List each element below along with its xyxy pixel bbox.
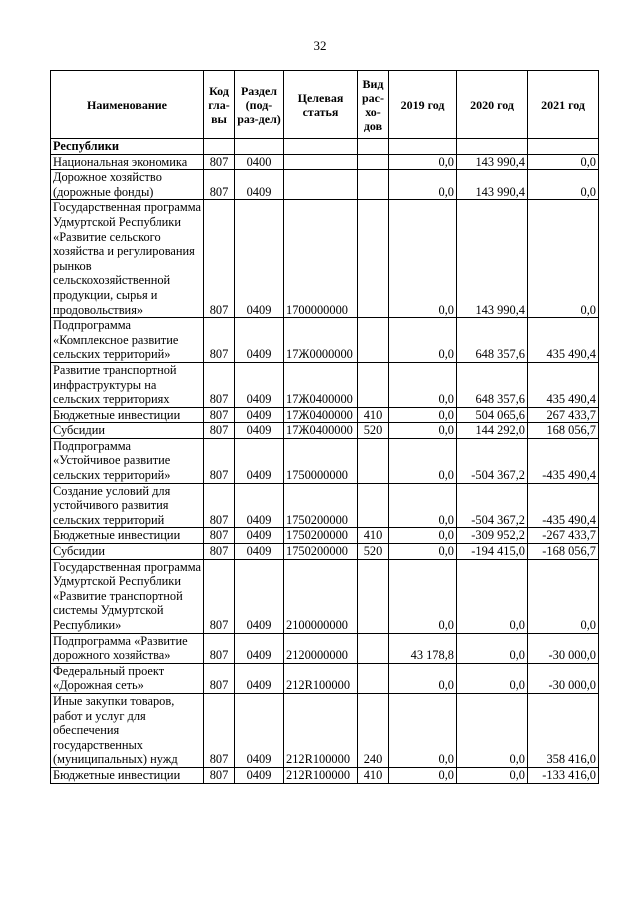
cell-target: 2100000000 (284, 559, 358, 633)
cell-2021: -168 056,7 (528, 544, 599, 560)
cell-chapter-code: 807 (204, 559, 235, 633)
table-row (51, 633, 599, 663)
cell-2019: 0,0 (389, 407, 457, 423)
table-row (51, 139, 599, 155)
cell-2020: -194 415,0 (457, 544, 528, 560)
cell-2019: 0,0 (389, 544, 457, 560)
cell-expense (358, 559, 389, 633)
cell-2020: 0,0 (457, 663, 528, 693)
cell-2020: 648 357,6 (457, 318, 528, 363)
cell-2020: 0,0 (457, 559, 528, 633)
cell-expense (358, 170, 389, 200)
cell-2019: 0,0 (389, 528, 457, 544)
cell-section: 0409 (235, 170, 284, 200)
cell-name: Национальная экономика (51, 154, 204, 170)
cell-2020: 143 990,4 (457, 170, 528, 200)
cell-name: Подпрограмма «Развитие дорожного хозяйства» (51, 633, 204, 663)
table-header-row (51, 71, 599, 139)
cell-expense (358, 139, 389, 155)
cell-section: 0409 (235, 423, 284, 439)
cell-2019: 0,0 (389, 318, 457, 363)
cell-expense (358, 154, 389, 170)
cell-2020: 0,0 (457, 693, 528, 767)
cell-target: 17Ж0400000 (284, 423, 358, 439)
cell-2021: 0,0 (528, 559, 599, 633)
cell-name: Иные закупки товаров, работ и услуг для обеспечения государственных (муниципальных) нужд (51, 693, 204, 767)
cell-name: Подпрограмма «Устойчивое развитие сельских территорий» (51, 438, 204, 483)
cell-name: Субсидии (51, 544, 204, 560)
cell-name: Развитие транспортной инфраструктуры на сельских территориях (51, 362, 204, 407)
cell-2021: -30 000,0 (528, 633, 599, 663)
cell-target: 212R100000 (284, 663, 358, 693)
cell-chapter-code: 807 (204, 483, 235, 528)
table-row (51, 767, 599, 783)
cell-2021: -435 490,4 (528, 438, 599, 483)
cell-section: 0409 (235, 362, 284, 407)
cell-chapter-code: 807 (204, 154, 235, 170)
cell-name: Республики (51, 139, 204, 155)
table-row (51, 483, 599, 528)
cell-expense: 410 (358, 767, 389, 783)
cell-2021: 168 056,7 (528, 423, 599, 439)
header-section: Раздел (под-раз-дел) (235, 71, 284, 139)
cell-2019: 0,0 (389, 200, 457, 318)
cell-section: 0409 (235, 407, 284, 423)
cell-section: 0409 (235, 200, 284, 318)
cell-target: 17Ж0400000 (284, 362, 358, 407)
cell-2021: 435 490,4 (528, 362, 599, 407)
cell-2019: 0,0 (389, 423, 457, 439)
cell-chapter-code: 807 (204, 438, 235, 483)
cell-name: Государственная программа Удмуртской Республики «Развитие транспортной системы Удмуртской Республики» (51, 559, 204, 633)
cell-name: Бюджетные инвестиции (51, 767, 204, 783)
table-row (51, 693, 599, 767)
cell-name: Федеральный проект «Дорожная сеть» (51, 663, 204, 693)
cell-2020: 0,0 (457, 633, 528, 663)
cell-2019: 0,0 (389, 767, 457, 783)
cell-chapter-code (204, 139, 235, 155)
cell-section: 0409 (235, 544, 284, 560)
cell-2021: -267 433,7 (528, 528, 599, 544)
cell-target: 212R100000 (284, 767, 358, 783)
cell-2021: -30 000,0 (528, 663, 599, 693)
table-row (51, 362, 599, 407)
cell-section: 0409 (235, 559, 284, 633)
cell-2021 (528, 139, 599, 155)
cell-2019: 43 178,8 (389, 633, 457, 663)
table-row (51, 528, 599, 544)
cell-2020 (457, 139, 528, 155)
cell-2020: 143 990,4 (457, 154, 528, 170)
cell-2019: 0,0 (389, 362, 457, 407)
cell-chapter-code: 807 (204, 693, 235, 767)
cell-section: 0409 (235, 318, 284, 363)
header-expense: Вид рас-хо-дов (358, 71, 389, 139)
cell-chapter-code: 807 (204, 663, 235, 693)
table-row (51, 200, 599, 318)
cell-section: 0409 (235, 633, 284, 663)
cell-section: 0409 (235, 663, 284, 693)
page-number: 32 (313, 38, 327, 53)
budget-table (50, 70, 599, 784)
cell-chapter-code: 807 (204, 407, 235, 423)
table-row (51, 559, 599, 633)
cell-2021: 0,0 (528, 200, 599, 318)
header-chapter: Код гла-вы (204, 71, 235, 139)
cell-name: Дорожное хозяйство (дорожные фонды) (51, 170, 204, 200)
cell-2019: 0,0 (389, 438, 457, 483)
cell-chapter-code: 807 (204, 318, 235, 363)
cell-target: 212R100000 (284, 693, 358, 767)
cell-expense (358, 318, 389, 363)
cell-2021: 0,0 (528, 170, 599, 200)
cell-target: 1750200000 (284, 483, 358, 528)
cell-chapter-code: 807 (204, 170, 235, 200)
cell-expense (358, 483, 389, 528)
table-row (51, 423, 599, 439)
cell-expense (358, 438, 389, 483)
cell-section: 0409 (235, 483, 284, 528)
cell-2021: 358 416,0 (528, 693, 599, 767)
cell-2021: 267 433,7 (528, 407, 599, 423)
cell-target: 1750000000 (284, 438, 358, 483)
cell-2019: 0,0 (389, 559, 457, 633)
cell-chapter-code: 807 (204, 362, 235, 407)
cell-expense: 410 (358, 407, 389, 423)
cell-chapter-code: 807 (204, 528, 235, 544)
cell-name: Бюджетные инвестиции (51, 407, 204, 423)
cell-2020: -309 952,2 (457, 528, 528, 544)
cell-expense (358, 663, 389, 693)
cell-target: 17Ж0400000 (284, 407, 358, 423)
table-row (51, 438, 599, 483)
cell-chapter-code: 807 (204, 200, 235, 318)
cell-section: 0409 (235, 438, 284, 483)
cell-2020: 0,0 (457, 767, 528, 783)
cell-expense (358, 200, 389, 318)
cell-section: 0400 (235, 154, 284, 170)
cell-expense: 520 (358, 423, 389, 439)
cell-target (284, 154, 358, 170)
cell-2020: -504 367,2 (457, 438, 528, 483)
cell-target: 2120000000 (284, 633, 358, 663)
cell-name: Бюджетные инвестиции (51, 528, 204, 544)
cell-section: 0409 (235, 528, 284, 544)
cell-target: 1700000000 (284, 200, 358, 318)
header-2021: 2021 год (528, 71, 599, 139)
cell-2020: 648 357,6 (457, 362, 528, 407)
table-row (51, 154, 599, 170)
cell-2021: 0,0 (528, 154, 599, 170)
cell-2020: 143 990,4 (457, 200, 528, 318)
table-row (51, 663, 599, 693)
cell-target (284, 170, 358, 200)
cell-expense: 520 (358, 544, 389, 560)
table-row (51, 407, 599, 423)
cell-2020: 144 292,0 (457, 423, 528, 439)
cell-expense (358, 362, 389, 407)
cell-expense (358, 633, 389, 663)
cell-2019: 0,0 (389, 483, 457, 528)
cell-2020: -504 367,2 (457, 483, 528, 528)
cell-name: Подпрограмма «Комплексное развитие сельских территорий» (51, 318, 204, 363)
cell-2019: 0,0 (389, 663, 457, 693)
cell-target: 1750200000 (284, 544, 358, 560)
cell-name: Создание условий для устойчивого развития сельских территорий (51, 483, 204, 528)
table-row (51, 544, 599, 560)
cell-chapter-code: 807 (204, 767, 235, 783)
cell-chapter-code: 807 (204, 544, 235, 560)
cell-section: 0409 (235, 767, 284, 783)
header-name: Наименование (51, 71, 204, 139)
cell-section (235, 139, 284, 155)
header-2019: 2019 год (389, 71, 457, 139)
cell-2019: 0,0 (389, 693, 457, 767)
cell-name: Субсидии (51, 423, 204, 439)
cell-chapter-code: 807 (204, 633, 235, 663)
cell-2021: -435 490,4 (528, 483, 599, 528)
cell-section: 0409 (235, 693, 284, 767)
header-2020: 2020 год (457, 71, 528, 139)
cell-target: 17Ж0000000 (284, 318, 358, 363)
cell-2021: -133 416,0 (528, 767, 599, 783)
cell-target (284, 139, 358, 155)
cell-2020: 504 065,6 (457, 407, 528, 423)
cell-2019 (389, 139, 457, 155)
table-row (51, 318, 599, 363)
table-row (51, 170, 599, 200)
cell-target: 1750200000 (284, 528, 358, 544)
cell-2019: 0,0 (389, 154, 457, 170)
cell-2021: 435 490,4 (528, 318, 599, 363)
cell-chapter-code: 807 (204, 423, 235, 439)
header-target: Целевая статья (284, 71, 358, 139)
cell-expense: 410 (358, 528, 389, 544)
cell-2019: 0,0 (389, 170, 457, 200)
cell-expense: 240 (358, 693, 389, 767)
cell-name: Государственная программа Удмуртской Республики «Развитие сельского хозяйства и регулирования рынков сельскохозяйственной продукции, сырья и продовольствия» (51, 200, 204, 318)
